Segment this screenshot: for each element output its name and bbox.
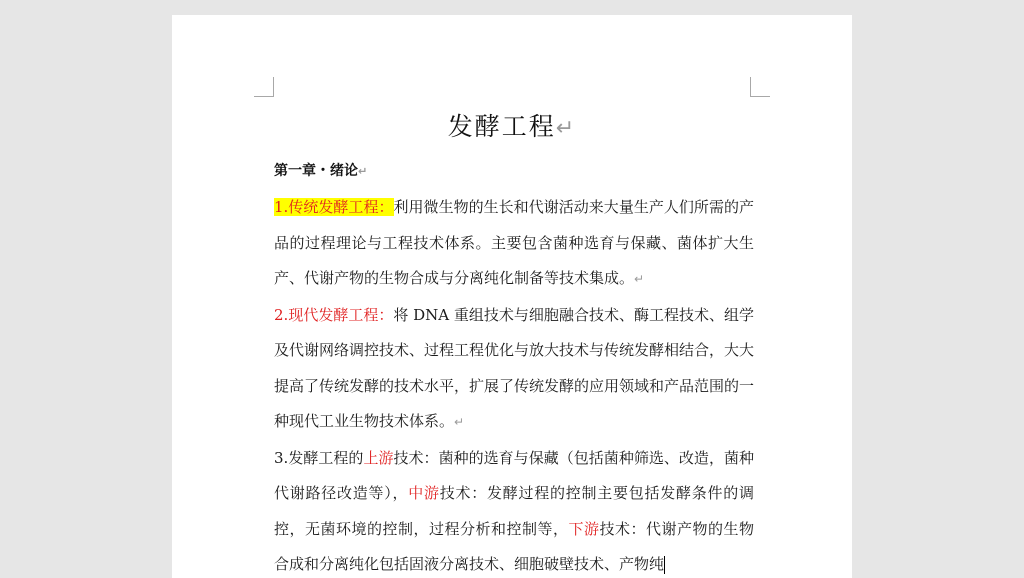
paragraph-mark-icon: ↵ bbox=[555, 116, 577, 141]
paragraph-mark-icon: ↵ bbox=[634, 272, 645, 286]
document-body[interactable] bbox=[274, 190, 754, 578]
paragraph-traditional-fermentation[interactable] bbox=[274, 190, 754, 298]
red-term-modern: 2.现代发酵工程： bbox=[274, 305, 394, 324]
document-title[interactable] bbox=[172, 107, 852, 143]
paragraph-fermentation-stages[interactable] bbox=[274, 441, 754, 578]
highlighted-term-traditional: 1.传统发酵工程： bbox=[274, 198, 394, 216]
paragraph-text: 将 DNA 重组技术与细胞融合技术、酶工程技术、组学及代谢网络调控技术、过程工程优化与放大技术与传统发酵相结合，大大提高了传统发酵的技术水平，扩展了传统发酵的应用领域和产品范围的一种现代工业生物技术体系。 bbox=[274, 305, 755, 430]
document-title-text: 发酵工程 bbox=[447, 112, 556, 141]
margin-corner-top-right bbox=[750, 77, 770, 97]
paragraph-text-upstream: 技术：菌种的选育与保藏（包括菌种筛选、改造，菌种代谢路径改造等）， bbox=[274, 448, 754, 502]
paragraph-text-downstream: 技术：代谢产物的生物合成和分离纯化包括固液分离技术、细胞破壁技术、产物纯 bbox=[274, 519, 754, 573]
text-cursor bbox=[664, 556, 665, 574]
chapter-heading-text: 第一章・绪论 bbox=[274, 163, 358, 179]
paragraph-prefix: 3.发酵工程的 bbox=[274, 448, 364, 467]
chapter-heading[interactable] bbox=[274, 160, 367, 180]
paragraph-text: 利用微生物的生长和代谢活动来大量生产人们所需的产品的过程理论与工程技术体系。主要包含菌种选育与保藏、菌体扩大生产、代谢产物的生物合成与分离纯化制备等技术集成。 bbox=[274, 198, 755, 287]
margin-corner-top-left bbox=[254, 77, 274, 97]
red-term-upstream: 上游 bbox=[363, 448, 394, 467]
paragraph-mark-icon: ↵ bbox=[454, 415, 465, 429]
paragraph-modern-fermentation[interactable] bbox=[274, 298, 754, 441]
red-term-downstream: 下游 bbox=[568, 519, 600, 538]
paragraph-mark-icon: ↵ bbox=[358, 165, 368, 178]
document-page[interactable] bbox=[172, 15, 852, 578]
paragraph-text-midstream: 技术：发酵过程的控制主要包括发酵条件的调控，无菌环境的控制，过程分析和控制等， bbox=[274, 484, 754, 538]
red-term-midstream: 中游 bbox=[408, 484, 440, 502]
